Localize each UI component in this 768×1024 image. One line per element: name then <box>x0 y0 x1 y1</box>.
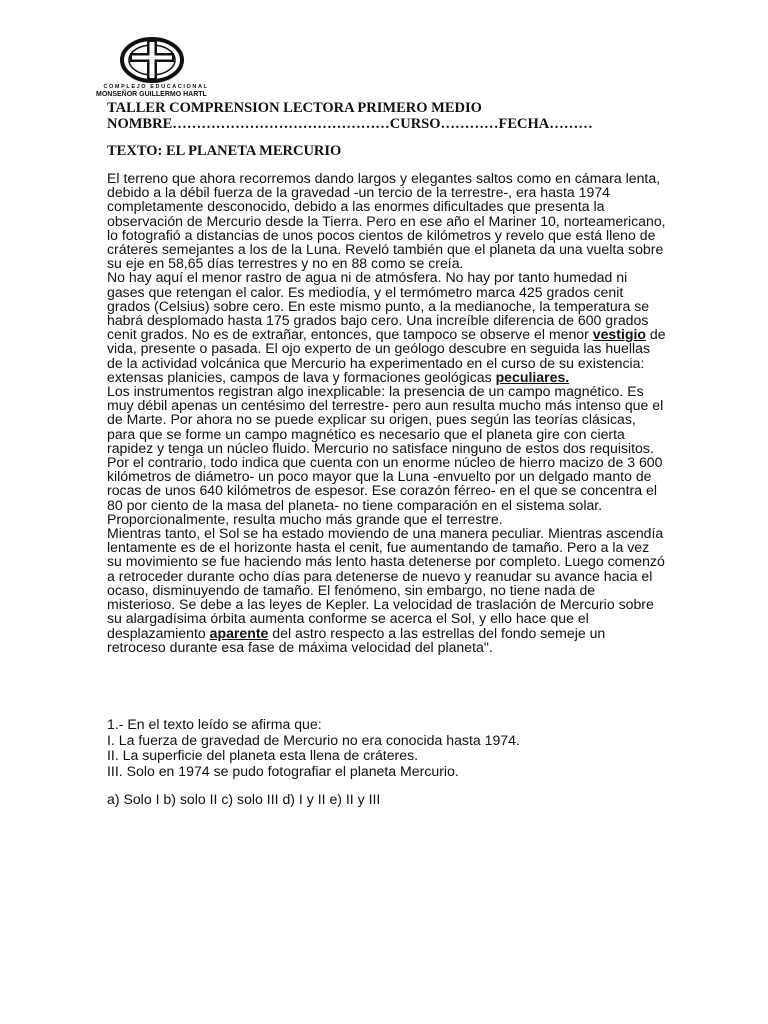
cross-circle-emblem-icon <box>120 36 184 84</box>
text-title: TEXTO: EL PLANETA MERCURIO <box>107 143 342 159</box>
paragraph-4-part-b: del astro respecto a las estrellas del fondo semeje un retroceso durante esa fase de máxima velocidad del planeta". <box>107 624 606 655</box>
statement-3: III. Solo en 1974 se pudo fotografiar el planeta Mercurio. <box>107 762 459 779</box>
statement-2: II. La superficie del planeta esta llena de cráteres. <box>107 747 419 763</box>
question-1 <box>107 717 667 779</box>
worksheet-title: TALLER COMPRENSION LECTORA PRIMERO MEDIO <box>107 100 482 116</box>
reading-passage <box>107 171 667 654</box>
keyword-peculiares: peculiares. <box>495 368 570 385</box>
keyword-vestigio: vestigio <box>592 326 646 343</box>
worksheet-header <box>107 100 593 132</box>
paragraph-4 <box>107 526 667 654</box>
question-1-options: a) Solo I b) solo II c) solo III d) I y II e) II y III <box>107 791 381 807</box>
question-1-prompt: 1.- En el texto leído se afirma que: <box>107 716 322 732</box>
keyword-aparente: aparente <box>209 624 269 641</box>
paragraph-4-part-a: Mientras tanto, el Sol se ha estado moviendo de una manera peculiar. Mientras ascendía lentamente es de el horizonte hasta el cenit, fue aumentando de tamaño. Pero a la vez su movimiento se fue haciendo más lento hasta detenerse por completo. Luego comenzó a retroceder durante ocho días para detenerse de nuevo y reanudar su avance hacia el ocaso, disminuyendo de tamaño. El fenómeno, sin embargo, no tiene nada de misterioso. Se debe a las leyes de Kepler. La velocidad de traslación de Mercurio sobre su alargadísima órbita aumenta conforme se acerca el Sol, y ello hace que el desplazamiento <box>107 525 665 641</box>
paragraph-2 <box>107 270 667 384</box>
logo-school-name: MONSEÑOR GUILLERMO HARTL <box>96 91 207 98</box>
paragraph-3: Los instrumentos registran algo inexplicable: la presencia de un campo magnético. Es muy débil apenas un centésimo del terrestre- pero aun resulta mucho más intenso que el de Marte. Por ahora no se puede explicar su origen, pues según las teorías clásicas, para que se forme un campo magnético es necesario que el planeta gire con cierta rapidez y tenga un núcleo fluido. Mercurio no satisface ninguno de estos dos requisitos. Por el contrario, todo indica que cuenta con un enorme núcleo de hierro macizo de 3 600 kilómetros de diámetro- un poco mayor que la Luna -envuelto por un delgado manto de rocas de unos 640 kilómetros de espesor. Ese corazón férreo- en el que se concentra el 80 por ciento de la masa del planeta- no tiene comparación en el sistema solar. Proporcionalmente, resulta mucho más grande que el terrestre. <box>107 383 664 527</box>
paragraph-1: El terreno que ahora recorremos dando largos y elegantes saltos como en cámara lenta, debido a la débil fuerza de la gravedad -un tercio de la terrestre-, era hasta 1974 completamente desconocido, debido a las enormes dificultades que presenta la observación de Mercurio desde la Tierra. Pero en ese año el Mariner 10, norteamericano, lo fotografió a distancias de unos pocos cientos de kilómetros y revelo que está lleno de cráteres semejantes a los de la Luna. Reveló también que el planeta da una vuelta sobre su eje en 58,65 días terrestres y no en 88 como se creía. <box>107 170 666 272</box>
logo-top-text: COMPLEJO EDUCACIONAL <box>103 84 209 90</box>
paragraph-2-part-b: de vida, presente o pasada. El ojo experto de un geólogo descubre en seguida las huellas de la actividad volcánica que Mercurio ha experimentado en el curso de su existencia: extensas planicies, campos de lava y formaciones geológicas <box>107 326 666 385</box>
student-info-line: NOMBRE………………………………………CURSO…………FECHA……… <box>107 116 593 132</box>
paragraph-2-part-a: No hay aquí el menor rastro de agua ni de atmósfera. No hay por tanto humedad ni gases que retengan el calor. Es mediodía, y el termómetro marca 425 grados cenit grados (Celsius) sobre cero. En este mismo punto, a la medianoche, la temperatura se habrá desplomado hasta 175 grados bajo cero. Una increíble diferencia de 600 grados cenit grados. No es de extrañar, entonces, que tampoco se observe el menor <box>107 269 650 343</box>
school-logo <box>96 36 216 100</box>
statement-1: I. La fuerza de gravedad de Mercurio no era conocida hasta 1974. <box>107 731 520 748</box>
